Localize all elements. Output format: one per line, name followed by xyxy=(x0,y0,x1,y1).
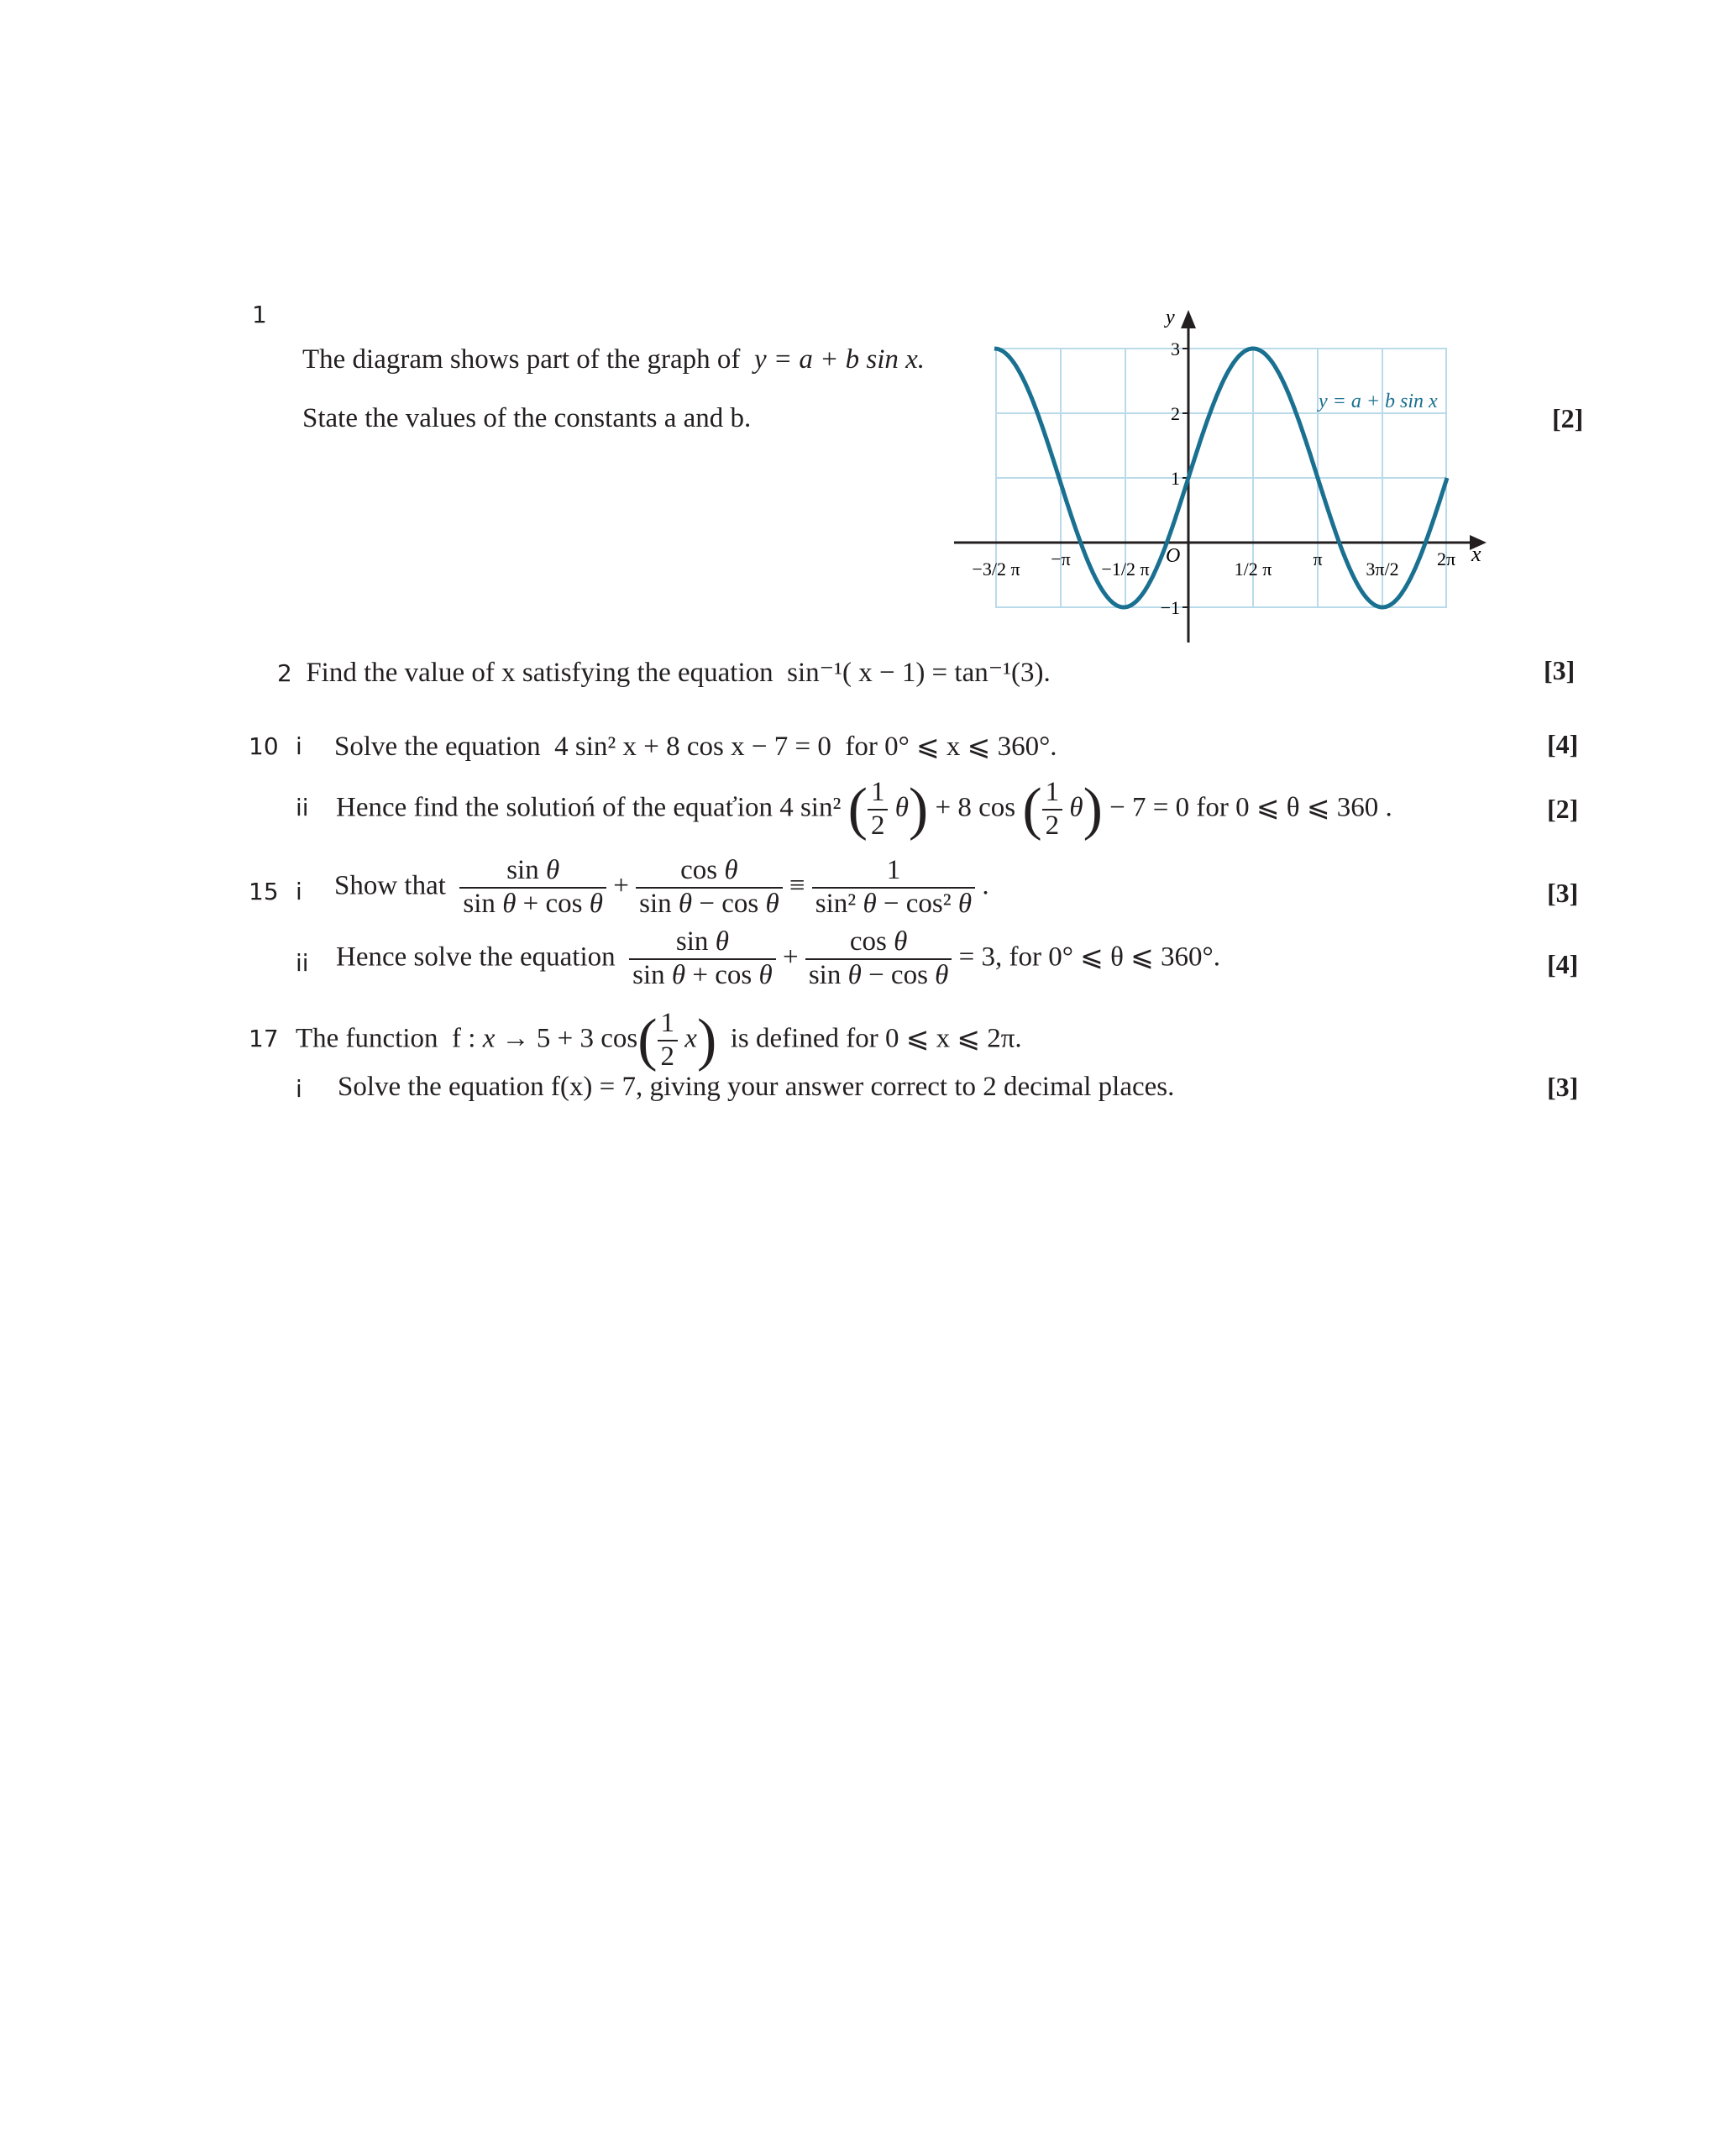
question-number: 2 xyxy=(277,659,292,687)
x-tick-label: −1/2 π xyxy=(1101,559,1150,580)
question-text-line: State the values of the constants a and b. xyxy=(302,403,752,433)
y-axis-label: y xyxy=(1166,307,1175,328)
x-axis-label: x xyxy=(1471,542,1481,566)
marks: [3] xyxy=(1544,655,1576,685)
x-tick-label: 1/2 π xyxy=(1234,559,1272,580)
marks: [4] xyxy=(1547,729,1579,759)
question-2 xyxy=(277,655,1051,689)
question-number: 17 xyxy=(249,1025,279,1052)
question-text: The function f : x → 5 + 3 cos( $\frac{1}{2}$ x) is defined for 0 ⩽ x ⩽ 2π. xyxy=(296,1007,1022,1073)
y-tick-label: −1 xyxy=(1160,597,1180,618)
x-tick-label: 3π/2 xyxy=(1366,559,1399,580)
y-tick-label: 3 xyxy=(1171,338,1180,359)
x-tick-label: −π xyxy=(1051,548,1071,569)
range: − 7 = 0 for 0 ⩽ θ ⩽ 360 . xyxy=(1109,792,1392,823)
marks: [2] xyxy=(1552,403,1584,433)
equation: 4 sin² x + 8 cos x − 7 = 0 xyxy=(554,732,831,762)
origin-label: O xyxy=(1166,545,1181,567)
question-text-line: The diagram shows part of the graph of xyxy=(302,344,741,375)
equation: sin⁻¹( x − 1) = tan⁻¹(3). xyxy=(787,658,1051,688)
range: = 3, for 0° ⩽ θ ⩽ 360°. xyxy=(958,942,1220,973)
part-label: i xyxy=(296,732,302,760)
question-text-line: Solve the equation xyxy=(334,732,541,762)
x-tick-label: 2π xyxy=(1436,548,1456,569)
marks: [3] xyxy=(1547,878,1579,908)
y-tick-label: 2 xyxy=(1171,403,1180,424)
x-tick-label: π xyxy=(1313,548,1323,569)
question-text-line: Show that xyxy=(334,870,446,901)
question-text xyxy=(334,729,1057,763)
question-text: Hence solve the equation $\frac{\text{sin θ}}{\text{sin θ + cos θ}}$ + $\frac{\text{cos θ}}{\text{sin θ − cos θ}}$ = 3, for 0° ⩽ θ ⩽ 360°. xyxy=(336,926,1220,990)
part-label: ii xyxy=(296,794,309,821)
question-text-line: Solve the equation f(x) = 7, giving your answer correct to 2 decimal places. xyxy=(338,1072,1175,1102)
marks: [2] xyxy=(1547,794,1579,824)
part-label: ii xyxy=(296,949,309,977)
question-number: 10 xyxy=(249,732,279,760)
sine-graph xyxy=(949,298,1495,651)
question-text-line: Hence find the solutioń of the equaťion 4 sin² xyxy=(336,792,842,823)
curve-label: y = a + b sin x xyxy=(1319,391,1438,412)
question-text: Show that $\frac{\text{sin θ}}{\text{sin θ + cos θ}}$ + $\frac{\text{cos θ}}{\text{sin θ − cos θ}}$ ≡ $\frac{1}{\text{sin² θ − cos² θ}}$ . xyxy=(334,855,989,919)
equation: y = a + b sin x. xyxy=(753,344,926,375)
marks: [3] xyxy=(1547,1072,1579,1102)
part-label: i xyxy=(296,1075,302,1103)
question-text-line: Hence solve the equation xyxy=(336,942,616,973)
question-number: 15 xyxy=(249,878,279,905)
x-tick-label: −3/2 π xyxy=(972,559,1020,580)
question-text: Find the value of x satisfying the equation xyxy=(306,658,773,688)
y-tick-label: 1 xyxy=(1171,468,1180,489)
question-text: Hence find the solutioń of the equaťion 4 sin² ( $\frac{1}{2}$ θ) + 8 cos ( $\frac{1}{2}$ θ) − 7 = 0 for 0 ⩽ θ ⩽ 360 . xyxy=(336,776,1392,842)
marks: [4] xyxy=(1547,949,1579,979)
y-axis-arrow-icon xyxy=(1181,310,1196,328)
range: for 0° ⩽ x ⩽ 360°. xyxy=(845,732,1057,762)
part-label: i xyxy=(296,878,302,905)
question-number: 1 xyxy=(252,301,267,328)
question-text xyxy=(302,344,925,375)
definition: is defined for 0 ⩽ x ⩽ 2π. xyxy=(730,1023,1022,1054)
question-text-line: The function xyxy=(296,1023,438,1054)
